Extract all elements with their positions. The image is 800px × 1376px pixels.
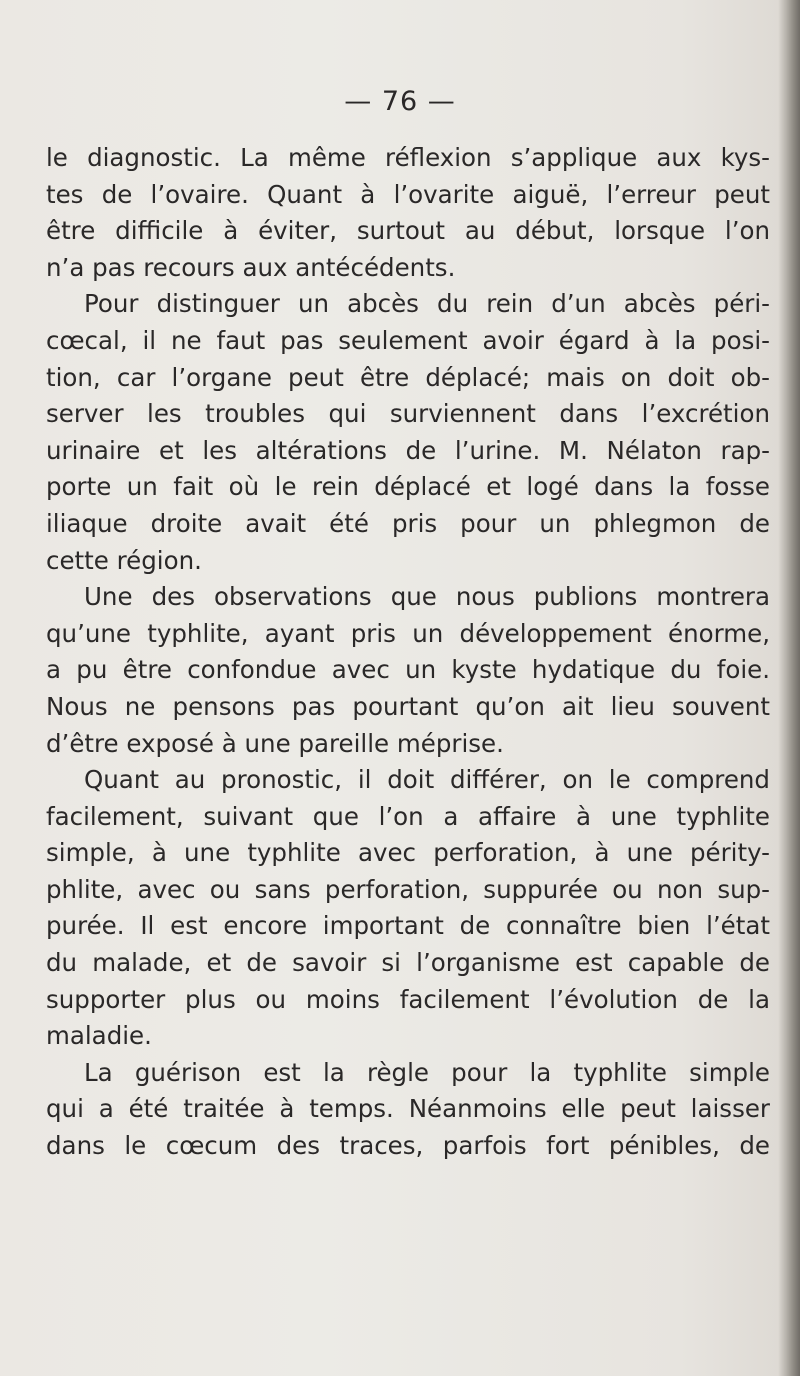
text-line: cœcal, il ne faut pas seulement avoir égard à la posi- — [46, 325, 770, 355]
text-line: a pu être confondue avec un kyste hydatique du foie. — [46, 655, 770, 685]
text-line: Pour distinguer un abcès du rein d’un abcès péri- — [84, 289, 770, 319]
text-line: simple, à une typhlite avec perforation, à une périty- — [46, 838, 770, 868]
text-line: tion, car l’organe peut être déplacé; mais on doit ob- — [46, 362, 770, 392]
text-line: urinaire et les altérations de l’urine. M. Nélaton rap- — [46, 435, 770, 465]
page-edge-shadow — [778, 0, 800, 1376]
text-line: du malade, et de savoir si l’organisme est capable de — [46, 948, 770, 978]
text-line: cette région. — [46, 545, 202, 575]
text-line: iliaque droite avait été pris pour un phlegmon de — [46, 508, 770, 538]
page-number: — 76 — — [344, 86, 456, 117]
text-line: Quant au pronostic, il doit différer, on le comprend — [84, 765, 770, 795]
text-line: supporter plus ou moins facilement l’évolution de la — [46, 984, 770, 1014]
text-line: tes de l’ovaire. Quant à l’ovarite aiguë, l’erreur peut — [46, 179, 770, 209]
text-line: porte un fait où le rein déplacé et logé dans la fosse — [46, 472, 770, 502]
text-line: maladie. — [46, 1021, 152, 1051]
text-line: La guérison est la règle pour la typhlite simple — [84, 1057, 770, 1087]
text-line: qu’une typhlite, ayant pris un développement énorme, — [46, 618, 770, 648]
text-line: purée. Il est encore important de connaître bien l’état — [46, 911, 770, 941]
text-line: dans le cœcum des traces, parfois fort pénibles, de — [46, 1131, 770, 1161]
text-line: server les troubles qui surviennent dans l’excrétion — [46, 399, 770, 429]
text-line: le diagnostic. La même réflexion s’applique aux kys- — [46, 143, 770, 172]
text-line: être difficile à éviter, surtout au début, lorsque l’on — [46, 216, 770, 246]
text-line: phlite, avec ou sans perforation, suppurée ou non sup- — [46, 874, 770, 904]
text-line: Nous ne pensons pas pourtant qu’on ait lieu souvent — [46, 691, 770, 721]
text-line: qui a été traitée à temps. Néanmoins elle peut laisser — [46, 1094, 770, 1124]
text-line: facilement, suivant que l’on a affaire à une typhlite — [46, 801, 770, 831]
text-line: n’a pas recours aux antécédents. — [46, 252, 456, 282]
body-text — [46, 140, 770, 1165]
text-line: Une des observations que nous publions montrera — [84, 582, 770, 612]
text-line: d’être exposé à une pareille méprise. — [46, 728, 504, 758]
